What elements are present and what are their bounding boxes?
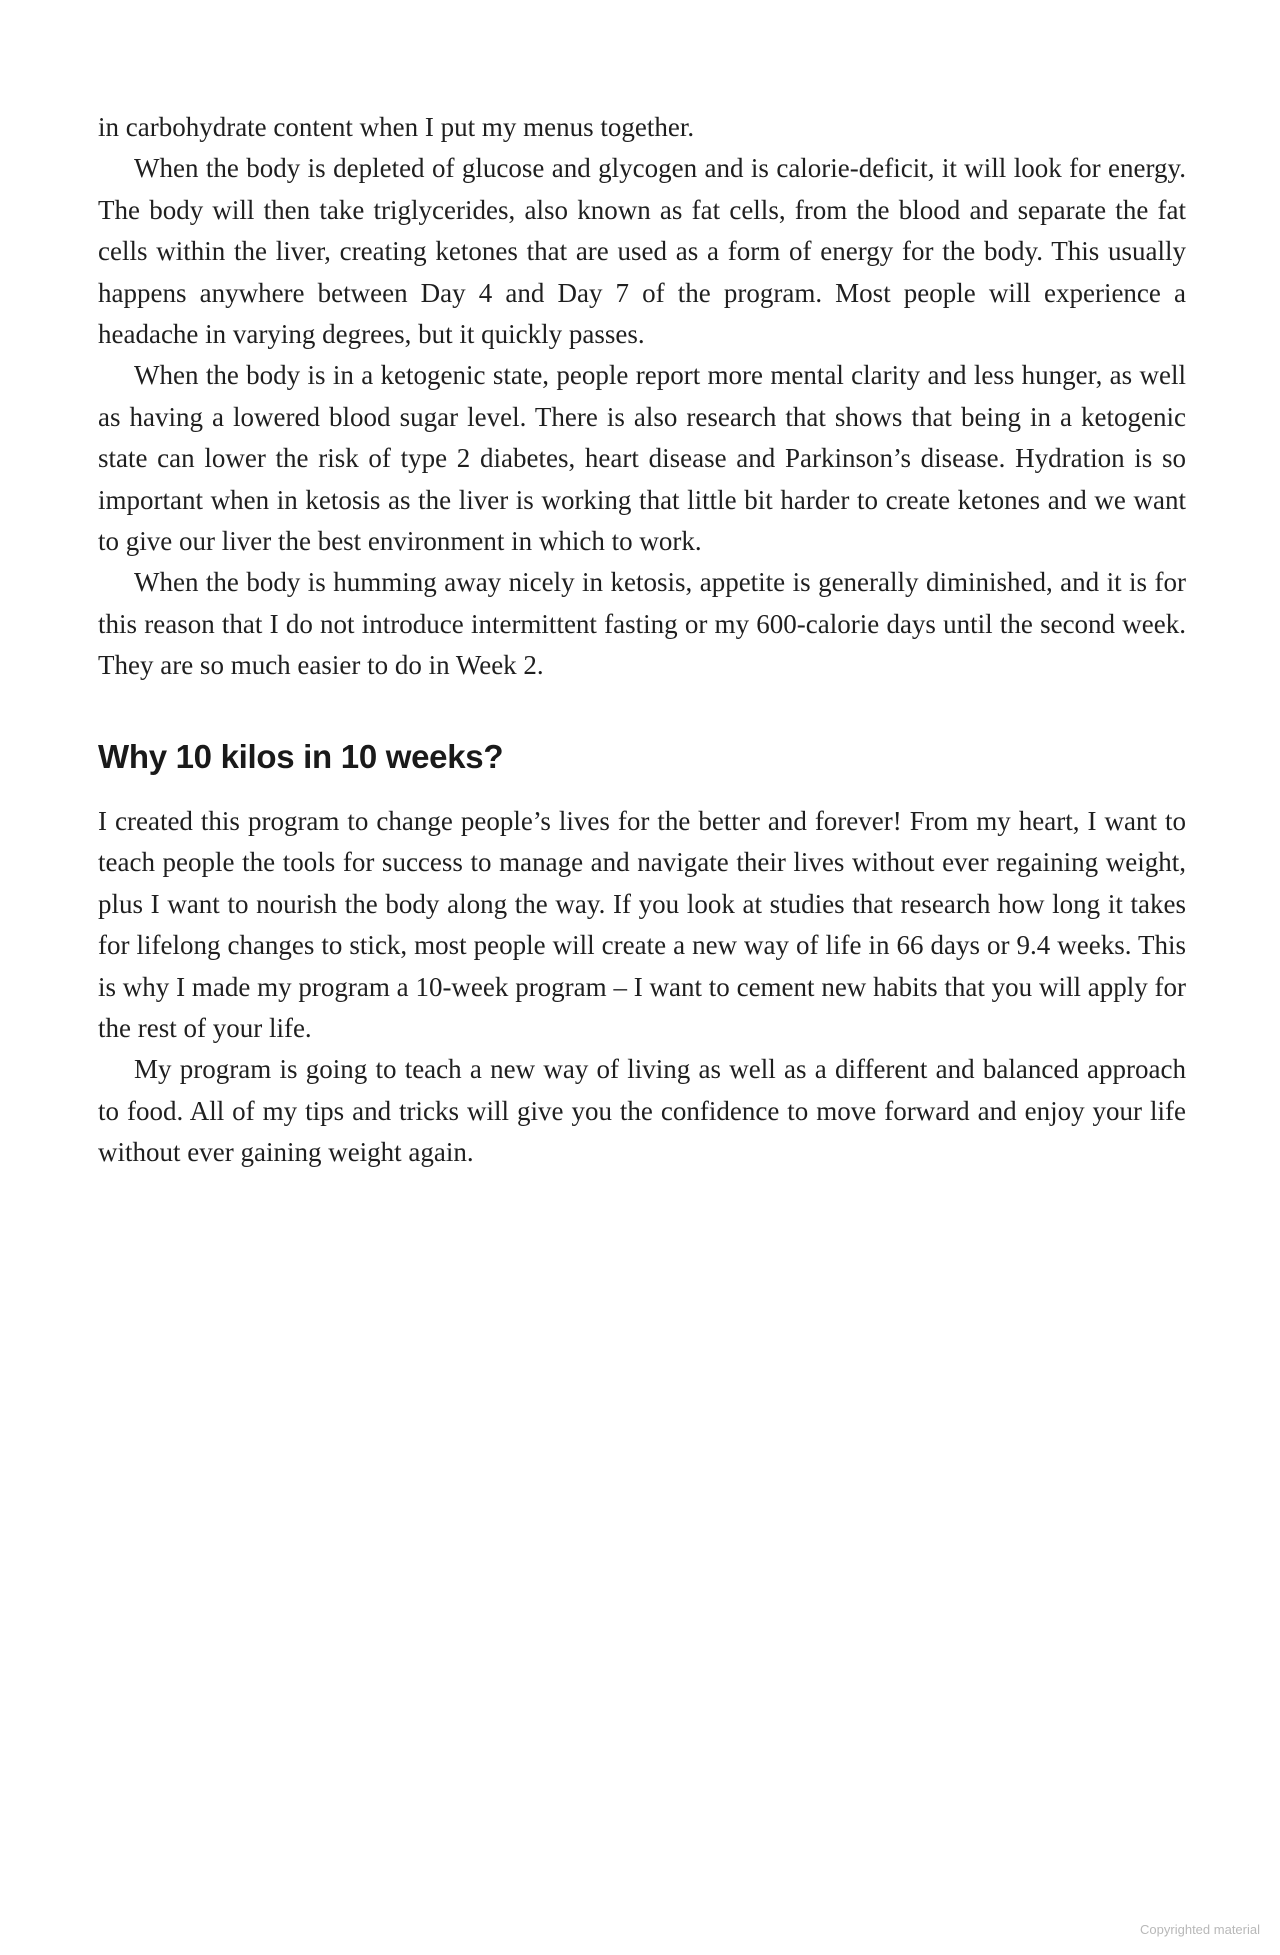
section-text-block xyxy=(98,801,1186,1174)
body-paragraph: My program is going to teach a new way of living as well as a different and balanced approach to food. All of my tips and tricks will give you the confidence to move forward and enjoy your life without ever gaining weight again. xyxy=(98,1054,1186,1168)
intro-text-block xyxy=(98,107,1186,687)
body-paragraph: When the body is depleted of glucose and glycogen and is calorie-deficit, it will look for energy. The body will then take triglycerides, also known as fat cells, from the blood and separate the fat cells within the liver, creating ketones that are used as a form of energy for the body. This usually happens anywhere between Day 4 and Day 7 of the program. Most people will experience a headache in varying degrees, but it quickly passes. xyxy=(98,153,1186,350)
body-paragraph: I created this program to change people’s lives for the better and forever! From my heart, I want to teach people the tools for success to manage and navigate their lives without ever regaining weight, plus I want to nourish the body along the way. If you look at studies that research how long it takes for lifelong changes to stick, most people will create a new way of life in 66 days or 9.4 weeks. This is why I made my program a 10-week program – I want to cement new habits that you will apply for the rest of your life. xyxy=(98,806,1186,1044)
body-paragraph: When the body is humming away nicely in ketosis, appetite is generally diminished, and it is for this reason that I do not introduce intermittent fasting or my 600-calorie days until the second week. They are so much easier to do in Week 2. xyxy=(98,567,1186,681)
section-heading: Why 10 kilos in 10 weeks? xyxy=(98,738,504,775)
continued-paragraph: in carbohydrate content when I put my menus together. xyxy=(98,112,695,142)
body-paragraph: When the body is in a ketogenic state, people report more mental clarity and less hunger, as well as having a lowered blood sugar level. There is also research that shows that being in a ketogenic state can lower the risk of type 2 diabetes, heart disease and Parkinson’s disease. Hydration is so important when in ketosis as the liver is working that little bit harder to create ketones and we want to give our liver the best environment in which to work. xyxy=(98,360,1186,557)
copyright-notice: Copyrighted material xyxy=(1140,1922,1260,1937)
